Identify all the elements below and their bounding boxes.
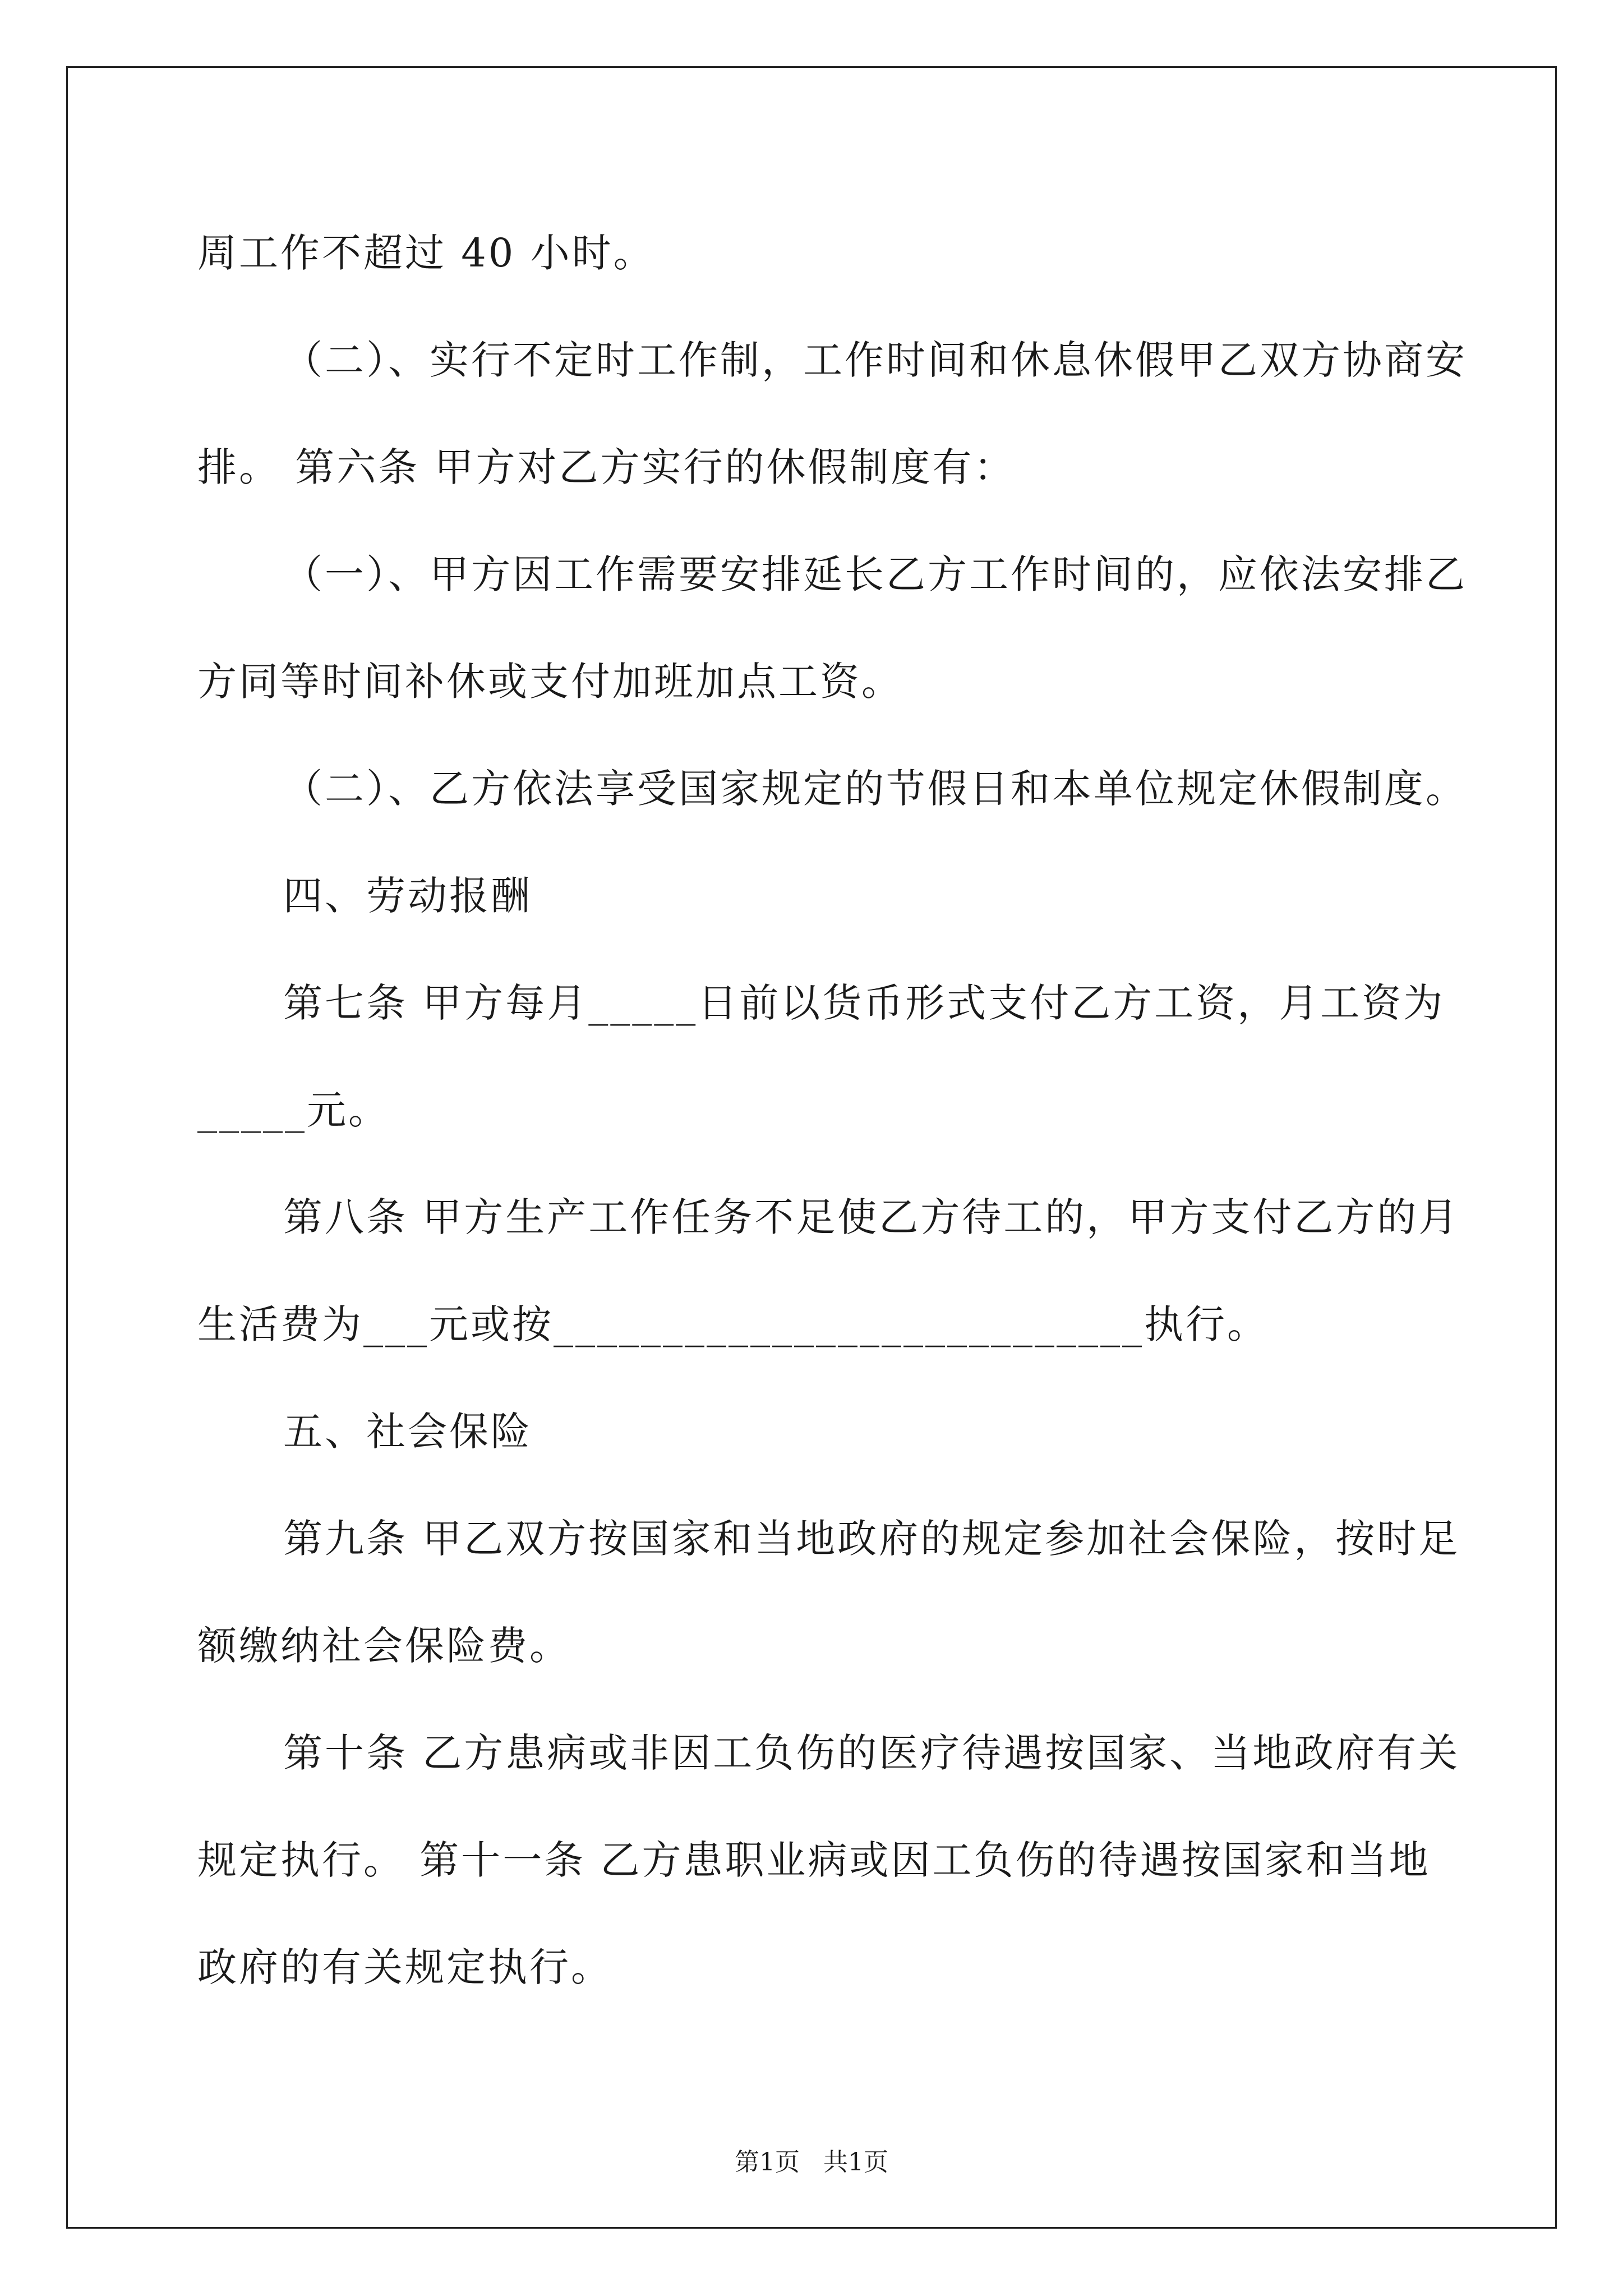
section-heading: 四、劳动报酬 — [283, 873, 532, 919]
text-line: _____元。 — [197, 1087, 390, 1133]
text-line: 排。 第六条 甲方对乙方实行的休假制度有： — [197, 444, 1016, 490]
text-line: 政府的有关规定执行。 — [197, 1944, 612, 1990]
text-line: 周工作不超过 40 小时。 — [197, 230, 655, 276]
text-line: 规定执行。 第十一条 乙方患职业病或因工负伤的待遇按国家和当地 — [197, 1837, 1431, 1883]
text-line: 第八条 甲方生产工作任务不足使乙方待工的，甲方支付乙方的月 — [283, 1194, 1460, 1240]
text-line: 第十条 乙方患病或非因工负伤的医疗待遇按国家、当地政府有关 — [283, 1730, 1460, 1776]
text-line: 额缴纳社会保险费。 — [197, 1623, 571, 1669]
page-footer: 第1页 共1页 — [735, 2148, 888, 2177]
text-line: 第九条 甲乙双方按国家和当地政府的规定参加社会保险，按时足 — [283, 1516, 1460, 1562]
text-line: 方同等时间补休或支付加班加点工资。 — [197, 659, 903, 705]
text-line: （二）、实行不定时工作制，工作时间和休息休假甲乙双方协商安 — [283, 337, 1467, 383]
text-line: 生活费为___元或按___________________________执行。 — [197, 1301, 1269, 1347]
text-line: 第七条 甲方每月_____日前以货币形式支付乙方工资，月工资为 — [283, 980, 1445, 1026]
text-line: （一）、甲方因工作需要安排延长乙方工作时间的，应依法安排乙 — [283, 551, 1467, 597]
section-heading: 五、社会保险 — [283, 1409, 532, 1455]
text-line: （二）、乙方依法享受国家规定的节假日和本单位规定休假制度。 — [283, 766, 1467, 812]
page-border — [66, 66, 1557, 2229]
